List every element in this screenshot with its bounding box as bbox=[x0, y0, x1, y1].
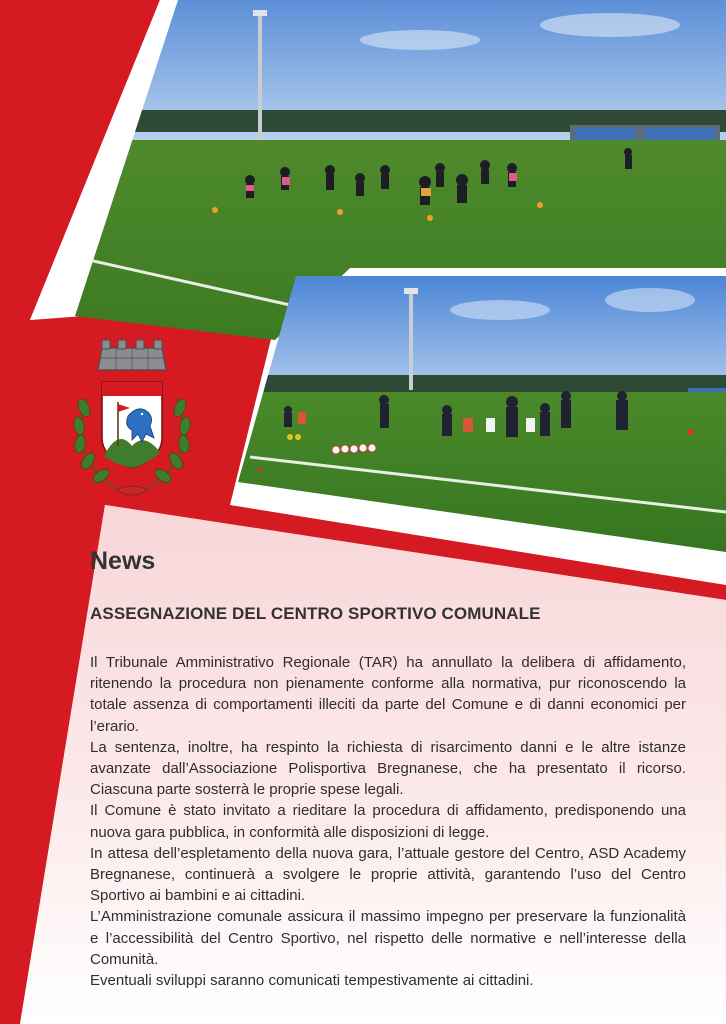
article-paragraph: L’Amministrazione comunale assicura il massimo impegno per preservare la funzionalità e l’accessibilità del Centro Sportivo, nel rispetto delle normative e nell’interesse della Comunità. bbox=[90, 908, 686, 968]
article-paragraph: In attesa dell’espletamento della nuova gara, l’attuale gestore del Centro, ASD Academy Bregnanese, continuerà a svolgere le proprie attività, garantendo l’uso del Centro Sportivo ai bambini e ai cittadini. bbox=[90, 844, 686, 905]
shield-icon bbox=[102, 382, 162, 468]
section-heading: News bbox=[90, 547, 156, 575]
article-paragraph: Eventuali sviluppi saranno comunicati tempestivamente ai cittadini. bbox=[90, 972, 534, 990]
municipal-crest bbox=[68, 338, 196, 506]
crown-icon bbox=[98, 340, 166, 370]
article-paragraph: La sentenza, inoltre, ha respinto la richiesta di risarcimento danni e le altre istanze avanzate dall’Associazione Polisportiva Bregnanese, che ha presentato il ricorso. Ciascuna parte sosterrà le proprie spese legali. bbox=[90, 738, 686, 799]
article-body bbox=[90, 652, 686, 991]
article-title: ASSEGNAZIONE DEL CENTRO SPORTIVO COMUNALE bbox=[90, 604, 541, 623]
article-paragraph: Il Comune è stato invitato a rieditare la procedura di affidamento, predisponendo una nuova gara pubblica, in conformità alle disposizioni di legge. bbox=[90, 802, 686, 841]
article-paragraph: Il Tribunale Amministrativo Regionale (TAR) ha annullato la delibera di affidamento, ritenendo la procedura non pienamente conforme alla normativa, pur riconoscendo la totale assenza di comportamenti illeciti da parte del Comune e di danni economici per l’erario. bbox=[90, 654, 686, 735]
